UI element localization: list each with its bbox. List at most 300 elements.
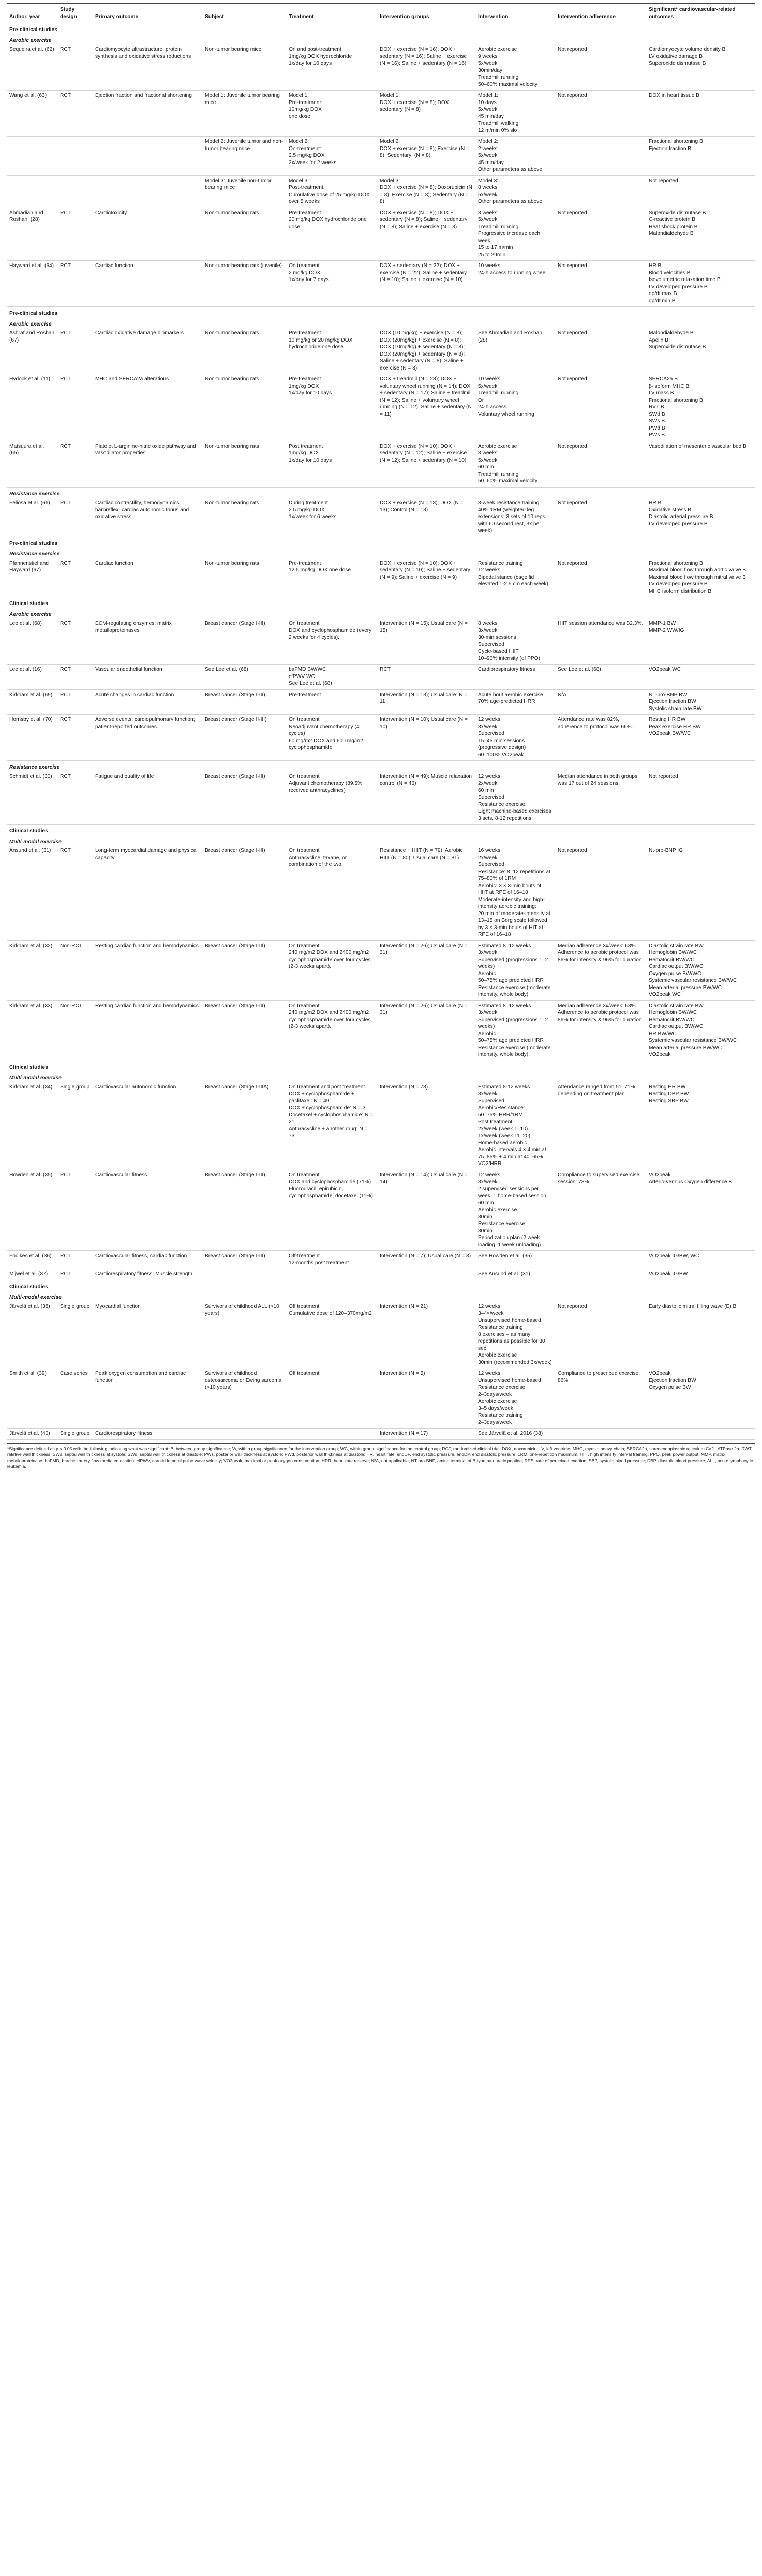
cell-subject: Non-tumor bearing rats	[203, 374, 287, 441]
cell-subject: Non-tumor bearing mice	[203, 45, 287, 91]
section-heading: Pre-clinical studies	[9, 311, 57, 316]
cell-adherence: Median adherence 3x/week: 63%. Adherence to aerobic protocol was 86% for intensity & 96% for duration.	[556, 940, 647, 1000]
cell-intervention-groups: Intervention (N = 7); Usual care (N = 8)	[378, 1251, 476, 1269]
cell-primary-outcome: Platelet L-arginine-nitric oxide pathway and vasodilator properties	[93, 441, 203, 487]
table-row	[7, 374, 755, 441]
cell-intervention: Model 3: 8 weeks 5x/week Other parameters as above.	[476, 175, 556, 208]
cell-study-design: RCT	[58, 558, 93, 597]
section-row	[7, 487, 755, 498]
cell-subject: Breast cancer (Stage I-III)	[203, 772, 287, 825]
cell-intervention: 12 weeks 3x/week Supervised 15–45 min sessions (progressive design) 60–100% VO2peak	[476, 715, 556, 761]
cell-subject: Breast cancer (Stage I-III)	[203, 846, 287, 940]
cell-adherence: Not reported	[556, 441, 647, 487]
cell-intervention-groups: Intervention (N = 10); Usual care (N = 10)	[378, 715, 476, 761]
cell-treatment: Model 3: Post-treatment: Cumulative dose of 25 mg/kg DOX over 5 weeks	[287, 175, 378, 208]
cell-treatment: Pre-treatment 12.5 mg/kg DOX one dose	[287, 558, 378, 597]
cell-study-design: RCT	[58, 619, 93, 665]
cell-adherence	[556, 137, 647, 176]
cell-treatment: Pre-treatment	[287, 689, 378, 715]
cell-intervention: Aerobic exercise 8 weeks 5x/week 60 min Treadmill running 50–60% maximal velocity	[476, 441, 556, 487]
cell-adherence: Median attendance in both groups was 17 out of 24 sessions.	[556, 772, 647, 825]
cell-primary-outcome: Vascular endothelial function	[93, 665, 203, 690]
cell-outcomes	[647, 1429, 755, 1440]
cell-treatment: On treatment Neoadjuvant chemotherapy (4 cycles) 60 mg/m2 DOX and 600 mg/m2 cyclophosphamide	[287, 715, 378, 761]
cell-primary-outcome	[93, 175, 203, 208]
cell-study-design: RCT	[58, 208, 93, 261]
cell-outcomes: Diastolic strain rate BW Hemoglobin BW/WC Hematocrit BW/WC Cardiac output BW/WC Oxygen pulse BW/WC Systemic vascular resistance BW/WC Mean arterial pressure BW/WC VO2peak WC	[647, 940, 755, 1000]
cell-intervention: 8-week resistance training: 40% 1RM (weighted leg extensions: 3 sets of 10 reps with 60 second rest, 3x per week)	[476, 498, 556, 537]
cell-intervention-groups: DOX + exercise (N = 8); DOX + sedentary (N = 8); Saline + sedentary (N = 8); Saline + exercise (N = 8)	[378, 208, 476, 261]
cell-treatment: Off-treatment 12-months post treatment	[287, 1251, 378, 1269]
table-row	[7, 558, 755, 597]
cell-study-design: RCT	[58, 498, 93, 537]
cell-study-design: RCT	[58, 261, 93, 307]
subsection-heading: Aerobic exercise	[9, 321, 52, 327]
cell-subject: Non-tumor bearing rats	[203, 208, 287, 261]
cell-primary-outcome: Cardiomyocyte ultrastructure; protein synthesis and oxidative stress reductions	[93, 45, 203, 91]
subsection-heading: Multi-modal exercise	[9, 838, 62, 845]
cell-outcomes: Vasodilation of mesenteric vascular bed B	[647, 441, 755, 487]
cell-subject: Non-tumor bearing rats	[203, 441, 287, 487]
cell-study-design: RCT	[58, 91, 93, 137]
cell-intervention: See Järvelä et al. 2016 (38)	[476, 1429, 556, 1440]
table-row	[7, 846, 755, 940]
cell-subject: Survivors of childhood ALL (>10 years)	[203, 1302, 287, 1368]
cell-outcomes: Resting HR BW Peak exercise HR BW VO2peak BW/WC	[647, 715, 755, 761]
section-row	[7, 835, 755, 846]
cell-intervention-groups: Intervention (N = 26); Usual care (N = 31)	[378, 1000, 476, 1061]
cell-intervention: 10 weeks 24-h access to running wheel.	[476, 261, 556, 307]
cell-outcomes: Malondialdehyde B Apelin B Superoxide dismutase B	[647, 328, 755, 374]
table-row	[7, 91, 755, 137]
section-row	[7, 23, 755, 34]
cell-intervention: 12 weeks 3x/week 2 supervised sessions per week, 1 home-based session 60 min Aerobic exercise 30min Resistance exercise 30min Periodization plan (2 week loading, 1 week unloading)	[476, 1170, 556, 1251]
document-page	[0, 3, 762, 1470]
cell-intervention: Aerobic exercise 9 weeks 5x/week 30min/day Treadmill running 50–60% maximal velocity	[476, 45, 556, 91]
cell-subject: Model 2: Juvenile tumor and non-tumor bearing mice	[203, 137, 287, 176]
cell-treatment: Off treatment	[287, 1368, 378, 1429]
cell-primary-outcome: Long-term myocardial damage and physical capacity	[93, 846, 203, 940]
subsection-heading: Aerobic exercise	[9, 37, 52, 43]
cell-study-design: RCT	[58, 1251, 93, 1269]
cell-adherence: Not reported	[556, 91, 647, 137]
cell-subject: Breast cancer (Stage I-III)	[203, 1000, 287, 1061]
cell-intervention-groups: DOX + exercise (N = 10); DOX + sedentary (N = 10); Saline + sedentary (N = 9); Saline + exercise (N = 9)	[378, 558, 476, 597]
header-intervention-groups: Intervention groups	[378, 4, 476, 23]
cell-author: Järvelä et al. (38)	[7, 1302, 58, 1368]
header-treatment: Treatment	[287, 4, 378, 23]
cell-author	[7, 175, 58, 208]
cell-subject: Non-tumor bearing rats (juvenile)	[203, 261, 287, 307]
cell-author: Ahmadian and Roshan, (28)	[7, 208, 58, 261]
cell-study-design: Single group	[58, 1429, 93, 1440]
cell-subject	[203, 1429, 287, 1440]
cell-intervention-groups: DOX (10 mg/kg) + exercise (N = 8); DOX (20mg/kg) + exercise (N = 8); DOX (10mg/kg) + sedentary (N = 8); DOX (20mg/kg) + sedentary (N = 8); Saline + sedentary (N = 8); Saline + exercise (N = 8)	[378, 328, 476, 374]
cell-intervention: Model 2: 2 weeks 5x/week 45 min/day Other parameters as above.	[476, 137, 556, 176]
header-row	[7, 4, 755, 23]
cell-study-design: RCT	[58, 45, 93, 91]
cell-author: Järvelä et al. (40)	[7, 1429, 58, 1440]
cell-intervention: Estimated 8–12 weeks 3x/week Supervised (progressions 1–2 weeks) Aerobic 50–75% age predicted HRR Resistance exercise (moderate intensity, whole body)	[476, 940, 556, 1000]
cell-study-design: Case series	[58, 1368, 93, 1429]
cell-treatment: Pre-treatment 10 mg/kg or 20 mg/kg DOX hydrochloride one dose	[287, 328, 378, 374]
section-heading: Pre-clinical studies	[9, 540, 57, 547]
cell-intervention-groups	[378, 1269, 476, 1280]
cell-author: Kirkham et al. (32)	[7, 940, 58, 1000]
cell-outcomes: Diastolic strain rate BW Hemoglobin BW/WC Hematocrit BW/WC Cardiac output BW/WC HR BW/WC Systemic vascular resistance BW/WC Mean arterial pressure BW/WC VO2peak	[647, 1000, 755, 1061]
table-row	[7, 1368, 755, 1429]
cell-study-design: RCT	[58, 772, 93, 825]
table-row	[7, 1429, 755, 1440]
cell-study-design: RCT	[58, 374, 93, 441]
cell-treatment: Pre-treatment 1mg/kg DOX 1x/day for 10 days	[287, 374, 378, 441]
cell-primary-outcome: ECM-regulating enzymes: matrix metalloproteinases	[93, 619, 203, 665]
cell-intervention-groups: DOX + exercise (N = 13); DOX (N = 13); Control (N = 13)	[378, 498, 476, 537]
cell-treatment: On treatment DOX and cyclophosphamide (every 2 weeks for 4 cycles).	[287, 619, 378, 665]
cell-study-design: RCT	[58, 328, 93, 374]
cell-outcomes: VO2peak WC	[647, 665, 755, 690]
cell-author: Hydock et al. (11)	[7, 374, 58, 441]
cell-primary-outcome: Cardiotoxicity	[93, 208, 203, 261]
cell-intervention-groups: Intervention (N = 13); Usual care: N = 11	[378, 689, 476, 715]
cell-study-design: Non-RCT	[58, 1000, 93, 1061]
cell-study-design: RCT	[58, 715, 93, 761]
cell-intervention-groups: Intervention (N = 17)	[378, 1429, 476, 1440]
cell-treatment: Model 2: On-treatment: 2.5 mg/kg DOX 2x/week for 2 weeks	[287, 137, 378, 176]
cell-study-design: Single group	[58, 1082, 93, 1170]
section-heading: Clinical studies	[9, 601, 48, 607]
cell-intervention: 16 weeks 2x/week Supervised Resistance: 8–12 repetitions at 75–80% of 1RM Aerobic: 3 × 3-min bouts of HIIT at RPE of 16–18 Moderate-intensity and high-intensity aerobic training: 20 min of moderate-intensity at 13–15 on Borg scale followed by 3 × 3-min bouts of HIT at RPE of 16–18	[476, 846, 556, 940]
table-row	[7, 1302, 755, 1368]
cell-outcomes: MMP-1 BW MMP-2 WW/IG	[647, 619, 755, 665]
cell-study-design: Single group	[58, 1302, 93, 1368]
section-row	[7, 1291, 755, 1302]
cell-outcomes: Fractional shortening B Ejection fraction B	[647, 137, 755, 176]
cell-study-design: RCT	[58, 689, 93, 715]
cell-primary-outcome: Peak oxygen consumption and cardiac function	[93, 1368, 203, 1429]
table-row	[7, 441, 755, 487]
subsection-heading: Multi-modal exercise	[9, 1075, 62, 1081]
cell-intervention-groups: DOX + exercise (N = 16); DOX + sedentary (N = 16); Saline + exercise (N = 16); Saline + sedentary (N = 16)	[378, 45, 476, 91]
cell-treatment	[287, 1429, 378, 1440]
cell-adherence: Compliance to prescribed exercise: 86%	[556, 1368, 647, 1429]
subsection-heading: Multi-modal exercise	[9, 1294, 62, 1300]
cell-study-design: RCT	[58, 1170, 93, 1251]
cell-adherence: Compliance to supervised exercise session: 78%	[556, 1170, 647, 1251]
cell-author: Ansund et al. (31)	[7, 846, 58, 940]
cell-primary-outcome: Fatigue and quality of life	[93, 772, 203, 825]
cell-intervention: Estimated 8–12 weeks 3x/week Supervised (progressions 1–2 weeks) Aerobic 50–75% age predicted HRR Resistance exercise (moderate intensity, whole body).	[476, 1000, 556, 1061]
cell-adherence: Attendance rate was 82%, adherence to protocol was 66%.	[556, 715, 647, 761]
cell-subject: Non-tumor bearing rats	[203, 328, 287, 374]
cell-intervention-groups: DOX + treadmill (N = 23); DOX + voluntary wheel running (N = 14); DOX + sedentary (N = 17); Saline + treadmill (N = 12); Saline + voluntary wheel running (N = 12); Saline + sedentary (N = 11)	[378, 374, 476, 441]
cell-primary-outcome: Cardiorespiratory fitness; Muscle strength	[93, 1269, 203, 1280]
section-row	[7, 548, 755, 558]
header-subject: Subject	[203, 4, 287, 23]
cell-treatment: Pre-treatment 20 mg/kg DOX hydrochloride one dose	[287, 208, 378, 261]
table-row	[7, 715, 755, 761]
table-row	[7, 665, 755, 690]
cell-outcomes: VO2peak IG/BW, WC	[647, 1251, 755, 1269]
cell-study-design	[58, 137, 93, 176]
cell-outcomes: HR B Blood velocities B Isovolumetric relaxation time B LV developed pressure B dp/dt max B dp/dt min B	[647, 261, 755, 307]
cell-adherence: Not reported	[556, 558, 647, 597]
cell-primary-outcome: Adverse events; cardiopulmonary function; patient-reported outcomes	[93, 715, 203, 761]
header-author: Author, year	[7, 4, 58, 23]
cell-intervention-groups: Intervention (N = 5)	[378, 1368, 476, 1429]
section-row	[7, 597, 755, 608]
cell-subject: Model 3: Juvenile non-tumor bearing mice	[203, 175, 287, 208]
cell-adherence: See Lee et al. (68)	[556, 665, 647, 690]
cell-treatment: baFMD BW/WC cfPWV WC See Lee et al. (68)	[287, 665, 378, 690]
cell-intervention: Resistance training 12 weeks Bipedal stance (cage lid elevated 1-2.5 cm each week)	[476, 558, 556, 597]
cell-author: Ashraf and Roshan (67)	[7, 328, 58, 374]
cell-outcomes: Cardiomyocyte volume density B LV oxidative damage B Superoxide dismutase B	[647, 45, 755, 91]
cell-subject: Breast cancer (Stage I-III)	[203, 1170, 287, 1251]
table-row	[7, 1000, 755, 1061]
section-row	[7, 608, 755, 619]
cell-intervention: 10 weeks 5x/week Treadmill running Or 24-h access Voluntary wheel running	[476, 374, 556, 441]
cell-treatment: Post treatment 1mg/kg DOX 1x/day for 10 days	[287, 441, 378, 487]
subsection-heading: Resistance exercise	[9, 491, 60, 497]
section-heading: Clinical studies	[9, 1064, 48, 1070]
cell-adherence: Not reported	[556, 498, 647, 537]
section-row	[7, 318, 755, 329]
cell-intervention-groups: Intervention (N = 14); Usual care (N = 14)	[378, 1170, 476, 1251]
section-row	[7, 825, 755, 835]
cell-intervention-groups: Intervention (N = 15); Usual care (N = 15)	[378, 619, 476, 665]
cell-intervention-groups: DOX + exercise (N = 10); DOX + sedentary (N = 12); Saline + exercise (N = 12); Saline + sedentary (N = 10)	[378, 441, 476, 487]
cell-treatment	[287, 1269, 378, 1280]
cell-outcomes: VO2peak Arterio-venous Oxygen difference B	[647, 1170, 755, 1251]
cell-outcomes: Superoxide dismutase B C-reactive protein B Heat shock protein B Malondialdehyde B	[647, 208, 755, 261]
cell-intervention: See Ahmadian and Roshan (28)	[476, 328, 556, 374]
cell-subject: Breast cancer (Stage I-III)	[203, 689, 287, 715]
cell-study-design: RCT	[58, 665, 93, 690]
cell-intervention: Model 1: 10 days 5x/week 45 min/day Treadmill walking 12 m/min 0% slo	[476, 91, 556, 137]
cell-treatment: On and post-treatment 1mg/kg DOX hydrochloride 1x/day for 10 days	[287, 45, 378, 91]
cell-adherence: Not reported	[556, 374, 647, 441]
cell-author: Kirkham et al. (34)	[7, 1082, 58, 1170]
cell-subject: Breast cancer (Stage II-III)	[203, 715, 287, 761]
cell-author: Schmidt et al. (30)	[7, 772, 58, 825]
cell-primary-outcome: Cardiac function	[93, 261, 203, 307]
cell-author: Kirkham et al. (69)	[7, 689, 58, 715]
section-row	[7, 1280, 755, 1291]
cell-intervention: 3 weeks 5x/week Treadmill running Progressive increase each week 15 to 17 m/min 25 to 29min	[476, 208, 556, 261]
subsection-heading: Resistance exercise	[9, 764, 60, 770]
cell-outcomes: Nt-pro-BNP IG	[647, 846, 755, 940]
cell-primary-outcome: Myocardial function	[93, 1302, 203, 1368]
table-row	[7, 1082, 755, 1170]
cell-treatment: On treatment 2 mg/kg DOX 1x/day for 7 days	[287, 261, 378, 307]
cell-subject: Breast cancer (Stage I-IIIA)	[203, 1082, 287, 1170]
cell-intervention: Acute bout aerobic exercise 70% age-predicted HRR	[476, 689, 556, 715]
cell-intervention-groups: Model 3: DOX + exercise (N = 8); Doxorubicin (N = 8); Exercise (N = 8); Sedentary (N = 8)	[378, 175, 476, 208]
cell-intervention: Cardiorespiratory fitness	[476, 665, 556, 690]
cell-intervention-groups: Resistance + HIIT (N = 79); Aerobic + HIIT (N = 80); Usual care (N = 81)	[378, 846, 476, 940]
cell-primary-outcome: Cardiovascular fitness	[93, 1170, 203, 1251]
cell-adherence: HIIT session attendance was 82.3%.	[556, 619, 647, 665]
cell-adherence	[556, 1251, 647, 1269]
cell-author: Kirkham et al. (33)	[7, 1000, 58, 1061]
cell-treatment: On treatment 240 mg/m2 DOX and 2400 mg/m2 cyclophosphamide over four cycles (2-3 weeks apart).	[287, 1000, 378, 1061]
cell-subject: Model 1: Juvenile tumor bearing mice	[203, 91, 287, 137]
cell-outcomes: Fractional shortening B Maximal blood flow through aortic valve B Maximal blood flow through mitral valve B LV developed pressure B MHC isoform distribution B	[647, 558, 755, 597]
cell-outcomes: Not reported	[647, 772, 755, 825]
subsection-heading: Resistance exercise	[9, 551, 60, 557]
cell-subject: Breast cancer (Stage I-III)	[203, 619, 287, 665]
cell-subject: See Lee et al. (68)	[203, 665, 287, 690]
table-row	[7, 1170, 755, 1251]
cell-outcomes: SERCA2a B β-isoform MHC B LV mass B Fractional shortening B RVT B SWd B SWs B PWd B PWs B	[647, 374, 755, 441]
cell-author: Hornsby et al. (70)	[7, 715, 58, 761]
cell-primary-outcome: MHC and SERCA2a alterations	[93, 374, 203, 441]
cell-author: Foulkes et al. (36)	[7, 1251, 58, 1269]
cell-adherence: Not reported	[556, 208, 647, 261]
cell-outcomes: Resting HR BW Resting DBP BW Resting SBP BW	[647, 1082, 755, 1170]
cell-author	[7, 137, 58, 176]
cell-primary-outcome: Cardiovascular autonomic function	[93, 1082, 203, 1170]
table-row	[7, 137, 755, 176]
cell-intervention-groups: Intervention (N = 21)	[378, 1302, 476, 1368]
cell-study-design: RCT	[58, 1269, 93, 1280]
cell-primary-outcome: Resting cardiac function and hemodynamics	[93, 940, 203, 1000]
cell-subject: Breast cancer (Stage I-III)	[203, 940, 287, 1000]
section-row	[7, 1071, 755, 1082]
cell-adherence: Not reported	[556, 1302, 647, 1368]
subsection-heading: Aerobic exercise	[9, 611, 52, 617]
cell-primary-outcome: Cardiac contractility, hemodynamics, baroreflex, cardiac autonomic tonus and oxidative stress	[93, 498, 203, 537]
cell-author: Wang et al. (63)	[7, 91, 58, 137]
cell-adherence: N/A	[556, 689, 647, 715]
cell-adherence: Attendance ranged from 51–71% depending on treatment plan.	[556, 1082, 647, 1170]
header-adherence: Intervention adherence	[556, 4, 647, 23]
cell-primary-outcome: Cardiovascular fitness, cardiac function	[93, 1251, 203, 1269]
cell-intervention: See Ansund et al. (31)	[476, 1269, 556, 1280]
cell-intervention: See Howden et al. (35)	[476, 1251, 556, 1269]
cell-treatment: Model 1: Pre-treatment: 10mg/kg DOX one dose	[287, 91, 378, 137]
table-row	[7, 1269, 755, 1280]
cell-author: Hayward et al. (64)	[7, 261, 58, 307]
cell-treatment: On treatment DOX and cyclophosphamide (71%) Fluorouracil, epirubicin, cyclophosphamide, docetaxel (11%)	[287, 1170, 378, 1251]
header-primary-outcome: Primary outcome	[93, 4, 203, 23]
table-row	[7, 1251, 755, 1269]
studies-table	[7, 3, 755, 1440]
table-header	[7, 4, 755, 23]
cell-outcomes: DOX in heart tissue B	[647, 91, 755, 137]
cell-author: Matsuura et al. (65)	[7, 441, 58, 487]
table-body	[7, 23, 755, 1440]
cell-intervention: 12 weeks Unsupervised home-based Resistance exercise 2–3days/week Aerobic exercise 3–5 days/week Resistance training 2–3days/week	[476, 1368, 556, 1429]
cell-author: Pfannenstiel and Hayward (67)	[7, 558, 58, 597]
cell-subject: Survivors of childhood osteosarcoma or Ewing sarcoma (>10 years)	[203, 1368, 287, 1429]
table-row	[7, 208, 755, 261]
cell-intervention-groups: Intervention (N = 73)	[378, 1082, 476, 1170]
section-row	[7, 307, 755, 318]
header-intervention: Intervention	[476, 4, 556, 23]
cell-primary-outcome: Ejection fraction and fractional shortening	[93, 91, 203, 137]
cell-adherence: Not reported	[556, 45, 647, 91]
cell-author: Lee et al. (68)	[7, 619, 58, 665]
section-row	[7, 537, 755, 548]
cell-treatment: During treatment 2.5 mg/kg DOX 1x/week for 6 weeks	[287, 498, 378, 537]
table-row	[7, 619, 755, 665]
cell-intervention: 12 weeks 3–4×/week Unsupervised home-based Resistance training 8 exercises – as many repetitions as possible for 30 sec Aerobic exercise 30min (recommended 3x/week)	[476, 1302, 556, 1368]
cell-intervention: 8 weeks 3x/week 30-min sessions Supervised Cycle-based HIIT 10–90% intensity (of PPO)	[476, 619, 556, 665]
cell-intervention-groups: DOX + sedentary (N = 22); DOX + exercise (N = 22); Saline + sedentary (N = 10); Saline + exercise (N = 10)	[378, 261, 476, 307]
cell-treatment: Off treatment Cumulative dose of 120–370mg/m2	[287, 1302, 378, 1368]
cell-study-design: RCT	[58, 846, 93, 940]
cell-intervention-groups: Model 1: DOX + exercise (N = 8); DOX + sedentary (N = 8)	[378, 91, 476, 137]
cell-intervention: 12 weeks 2x/week 60 min Supervised Resistance exercise Eight machine-based exercises 3 sets, 8-12 repetitions	[476, 772, 556, 825]
section-row	[7, 34, 755, 45]
cell-adherence: Not reported	[556, 328, 647, 374]
cell-subject: Breast cancer (Stage I-III)	[203, 1251, 287, 1269]
cell-primary-outcome: Cardiorespiratory fitness	[93, 1429, 203, 1440]
cell-author: Smith et al. (39)	[7, 1368, 58, 1429]
cell-author: Lee et al. (16)	[7, 665, 58, 690]
cell-outcomes: NT-pro-BNP BW Ejection fraction BW Systolic strain rate BW	[647, 689, 755, 715]
table-row	[7, 940, 755, 1000]
cell-subject: Non-tumor bearing rats	[203, 498, 287, 537]
section-row	[7, 761, 755, 772]
section-heading: Clinical studies	[9, 828, 48, 834]
cell-study-design	[58, 175, 93, 208]
cell-intervention-groups: Model 2: DOX + exercise (N = 8); Exercise (N = 8); Sedentary: (N = 8)	[378, 137, 476, 176]
section-heading: Clinical studies	[9, 1284, 48, 1290]
cell-adherence	[556, 1269, 647, 1280]
cell-primary-outcome: Cardiac oxidative damage biomarkers	[93, 328, 203, 374]
cell-treatment: On treatment Anthracycline, taxane, or combination of the two.	[287, 846, 378, 940]
cell-outcomes: Early diastolic mitral filling wave (E) B	[647, 1302, 755, 1368]
cell-outcomes: HR B Oxidative stress B Diastolic arterial pressure B LV developed pressure B	[647, 498, 755, 537]
cell-intervention-groups: Intervention (N = 26); Usual care (N = 31)	[378, 940, 476, 1000]
cell-treatment: On treatment Adjuvant chemotherapy (89.5% received anthracyclines)	[287, 772, 378, 825]
cell-intervention-groups: Intervention (N = 49); Muscle relaxation control (N = 46)	[378, 772, 476, 825]
cell-author: Howden et al. (35)	[7, 1170, 58, 1251]
header-study-design: Study design	[58, 4, 93, 23]
cell-adherence	[556, 1429, 647, 1440]
cell-treatment: On treatment and post treatment. DOX + cyclophosphamide + paclitaxel: N = 49 DOX + cyclophosphamide: N = 3 Docetaxel + cyclophosphamide: N = 21 Anthracycline + another drug: N = 73	[287, 1082, 378, 1170]
cell-primary-outcome: Acute changes in cardiac function	[93, 689, 203, 715]
header-outcomes: Significant* cardiovascular-related outcomes	[647, 4, 755, 23]
cell-intervention: Estimated 8-12 weeks 3x/week Supervised Aerobic/Resistance: 50–75% HRR/1RM Post treatment: 2x/week (week 1–10) 1x/week (week 11–20) Home-based aerobic Aerobic intervals 4 × 4 min at 75–85% + 4 min at 40–65% VO2/HRR	[476, 1082, 556, 1170]
cell-intervention-groups: RCT	[378, 665, 476, 690]
table-row	[7, 689, 755, 715]
section-row	[7, 1061, 755, 1071]
cell-study-design: RCT	[58, 441, 93, 487]
cell-primary-outcome: Cardiac function	[93, 558, 203, 597]
cell-adherence	[556, 175, 647, 208]
cell-primary-outcome: Resting cardiac function and hemodynamics	[93, 1000, 203, 1061]
cell-outcomes: VO2peak IG/BW	[647, 1269, 755, 1280]
table-row	[7, 261, 755, 307]
cell-outcomes: VO2peak Ejection fraction BW Oxygen pulse BW	[647, 1368, 755, 1429]
table-row	[7, 175, 755, 208]
table-row	[7, 45, 755, 91]
section-heading: Pre-clinical studies	[9, 27, 57, 33]
cell-adherence: Not reported	[556, 846, 647, 940]
cell-author: Mijwel et al. (37)	[7, 1269, 58, 1280]
cell-adherence: Not reported	[556, 261, 647, 307]
cell-author: Sequeira et al. (62)	[7, 45, 58, 91]
cell-treatment: On treatment 240 mg/m2 DOX and 2400 mg/m2 cyclophosphamide over four cycles (2-3 weeks apart).	[287, 940, 378, 1000]
cell-outcomes: Not reported	[647, 175, 755, 208]
table-row	[7, 328, 755, 374]
table-row	[7, 498, 755, 537]
cell-author: Feliosa et al. (66)	[7, 498, 58, 537]
